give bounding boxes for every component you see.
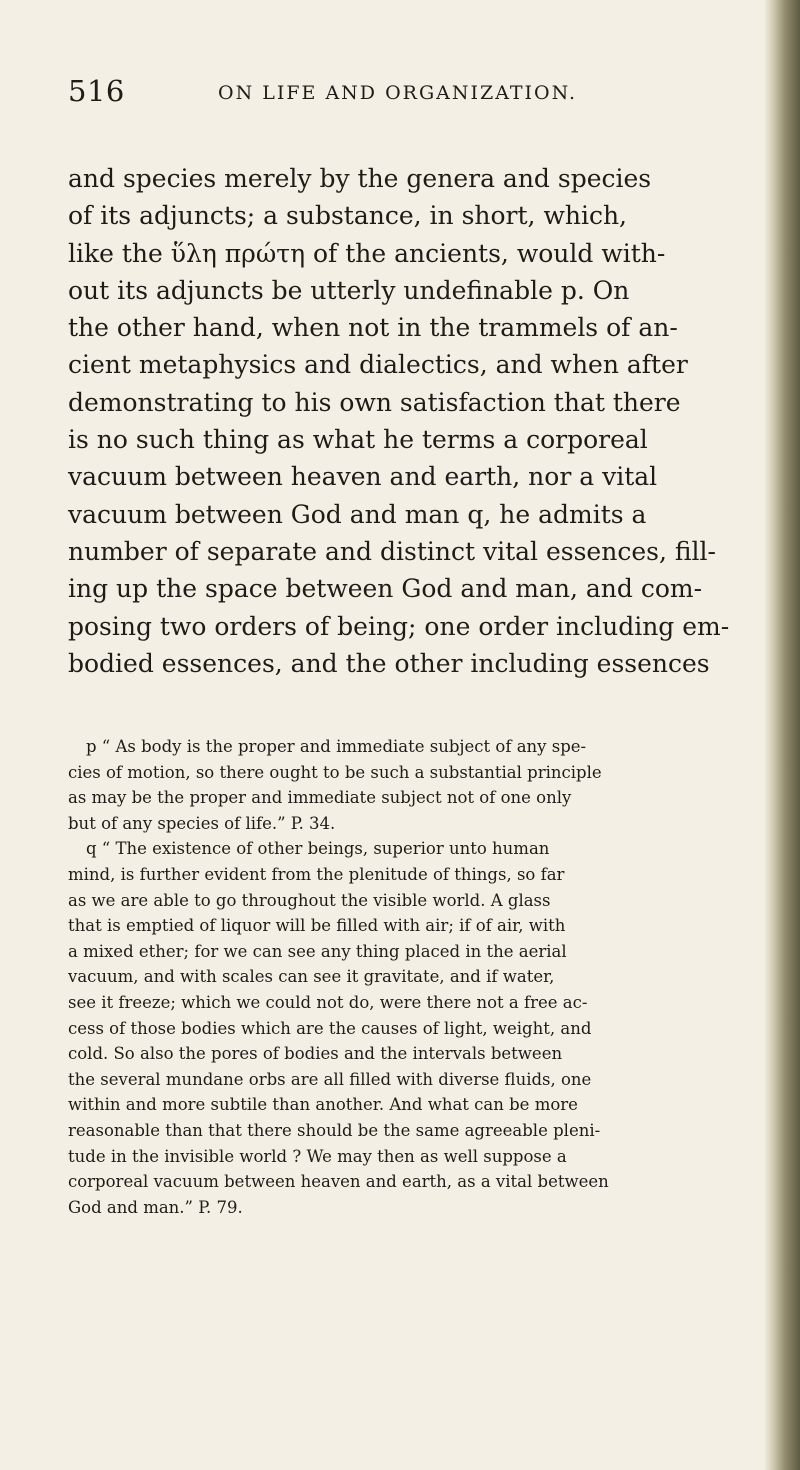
body-line: out its adjuncts be utterly undefinable p. On xyxy=(68,275,630,305)
body-line: posing two orders of being; one order including em- xyxy=(68,611,730,641)
footnote-line: as we are able to go throughout the visible world. A glass xyxy=(68,890,551,910)
body-line: the other hand, when not in the trammels of an- xyxy=(68,313,678,343)
footnote-line: that is emptied of liquor will be filled with air; if of air, with xyxy=(68,916,566,936)
footnote-line: p “ As body is the proper and immediate subject of any spe- xyxy=(86,737,587,756)
page-edge-shadow xyxy=(764,0,800,1470)
footnotes xyxy=(68,734,740,1220)
footnote-line: God and man.” P. 79. xyxy=(68,1197,243,1217)
body-line: is no such thing as what he terms a corporeal xyxy=(68,425,648,455)
footnote-line: tude in the invisible world ? We may then as well suppose a xyxy=(68,1146,567,1166)
body-line: vacuum between God and man q, he admits a xyxy=(68,499,647,529)
footnote-line: cess of those bodies which are the causes of light, weight, and xyxy=(68,1018,592,1038)
body-line: cient metaphysics and dialectics, and when after xyxy=(68,350,688,380)
body-line: of its adjuncts; a substance, in short, which, xyxy=(68,201,627,231)
page-number: 516 xyxy=(68,74,125,108)
body-line: ing up the space between God and man, and com- xyxy=(68,574,703,604)
footnote-line: the several mundane orbs are all filled with diverse fluids, one xyxy=(68,1069,592,1089)
footnote-p xyxy=(68,734,740,836)
body-line: and species merely by the genera and species xyxy=(68,164,652,193)
footnote-line: as may be the proper and immediate subject not of one only xyxy=(68,788,572,808)
footnote-line: but of any species of life.” P. 34. xyxy=(68,813,336,833)
footnote-line: within and more subtile than another. And what can be more xyxy=(68,1095,578,1115)
footnote-line: reasonable than that there should be the same agreeable pleni- xyxy=(68,1120,601,1140)
body-line: demonstrating to his own satisfaction that there xyxy=(68,387,681,417)
footnote-q xyxy=(68,836,740,1220)
footnote-line: vacuum, and with scales can see it gravitate, and if water, xyxy=(68,967,555,987)
body-line: like the ὕλη πρώτη of the ancients, would with- xyxy=(68,238,666,268)
body-line: vacuum between heaven and earth, nor a vital xyxy=(68,462,658,492)
body-line: number of separate and distinct vital essences, fill- xyxy=(68,536,716,566)
body-text xyxy=(68,160,740,682)
running-head: ON LIFE AND ORGANIZATION. xyxy=(218,82,578,104)
footnote-line: corporeal vacuum between heaven and earth, as a vital between xyxy=(68,1172,609,1192)
footnote-line: cies of motion, so there ought to be such a substantial principle xyxy=(68,762,602,782)
footnote-line: q “ The existence of other beings, superior unto human xyxy=(86,839,550,859)
footnote-line: a mixed ether; for we can see any thing placed in the aerial xyxy=(68,941,567,961)
body-line: bodied essences, and the other including essences xyxy=(68,648,710,678)
page-header xyxy=(68,74,748,118)
footnote-line: see it freeze; which we could not do, were there not a free ac- xyxy=(68,992,588,1012)
footnote-line: mind, is further evident from the plenitude of things, so far xyxy=(68,864,565,884)
footnote-line: cold. So also the pores of bodies and the intervals between xyxy=(68,1044,563,1064)
